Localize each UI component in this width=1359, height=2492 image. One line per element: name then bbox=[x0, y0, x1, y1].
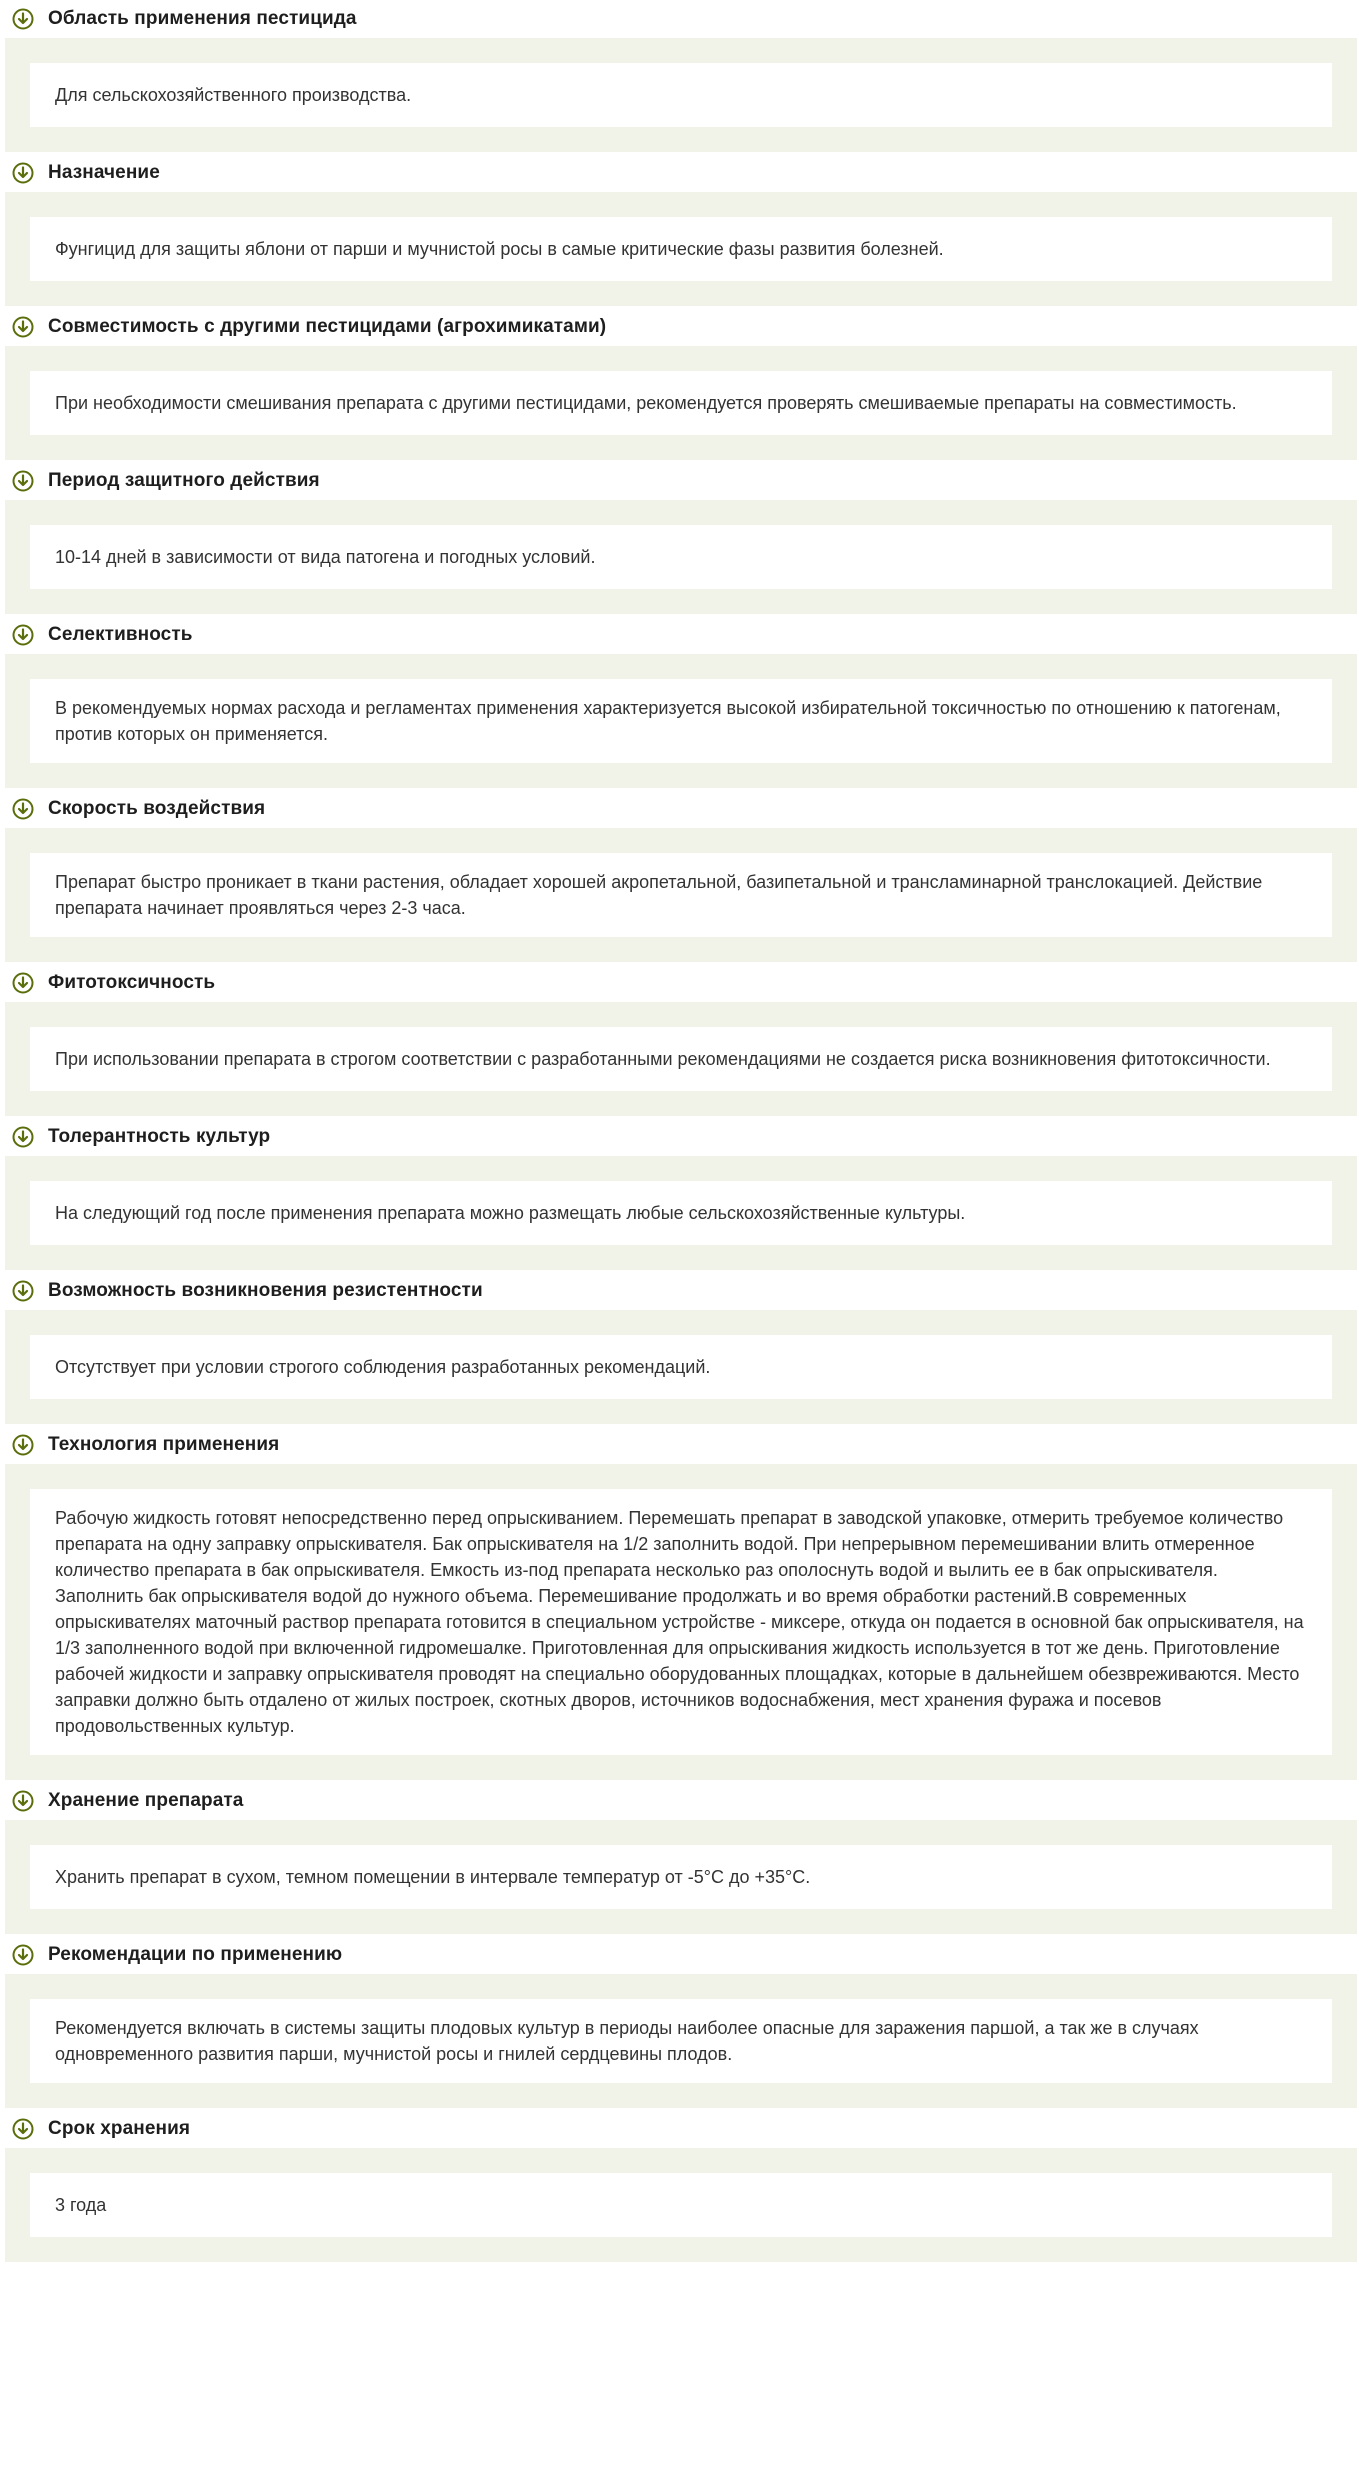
accordion-item-2 bbox=[0, 154, 1359, 306]
accordion-panel bbox=[5, 38, 1357, 152]
accordion-header[interactable] bbox=[0, 1936, 1359, 1974]
accordion-title: Совместимость с другими пестицидами (агрохимикатами) bbox=[48, 316, 607, 337]
accordion-title: Область применения пестицида bbox=[48, 8, 357, 29]
accordion-text: Препарат быстро проникает в ткани растения, обладает хорошей акропетальной, базипетальной и трансламинарной транслокацией. Действие препарата начинает проявляться через 2-3 часа. bbox=[55, 872, 1263, 918]
accordion-panel bbox=[5, 828, 1357, 962]
accordion-panel bbox=[5, 1820, 1357, 1934]
arrow-down-circle-icon bbox=[12, 316, 34, 338]
accordion-item-6 bbox=[0, 790, 1359, 962]
accordion-panel bbox=[5, 1974, 1357, 2108]
accordion-title: Срок хранения bbox=[48, 2118, 191, 2139]
accordion-panel bbox=[5, 1464, 1357, 1780]
accordion-header[interactable] bbox=[0, 1272, 1359, 1310]
accordion-header[interactable] bbox=[0, 2110, 1359, 2148]
accordion-text: Рекомендуется включать в системы защиты плодовых культур в периоды наиболее опасные для заражения паршой, а так же в случаях одновременного развития парши, мучнистой росы и гнилей сердцевины плодов. bbox=[55, 2018, 1199, 2064]
accordion-panel bbox=[5, 346, 1357, 460]
accordion-panel bbox=[5, 1002, 1357, 1116]
accordion-text: При необходимости смешивания препарата с другими пестицидами, рекомендуется проверять смешиваемые препараты на совместимость. bbox=[55, 393, 1237, 413]
arrow-down-circle-icon bbox=[12, 8, 34, 30]
accordion-panel bbox=[5, 1310, 1357, 1424]
accordion-header[interactable] bbox=[0, 1782, 1359, 1820]
accordion-item-4 bbox=[0, 462, 1359, 614]
accordion-content bbox=[30, 2173, 1332, 2237]
accordion-text: Хранить препарат в сухом, темном помещении в интервале температур от -5°С до +35°С. bbox=[55, 1867, 811, 1887]
accordion-item-8 bbox=[0, 1118, 1359, 1270]
accordion-panel bbox=[5, 192, 1357, 306]
accordion-header[interactable] bbox=[0, 964, 1359, 1002]
accordion-content bbox=[30, 1999, 1332, 2083]
accordion-content bbox=[30, 853, 1332, 937]
accordion-header[interactable] bbox=[0, 790, 1359, 828]
arrow-down-circle-icon bbox=[12, 2118, 34, 2140]
arrow-down-circle-icon bbox=[12, 1126, 34, 1148]
accordion-header[interactable] bbox=[0, 308, 1359, 346]
accordion-item-5 bbox=[0, 616, 1359, 788]
accordion-item-12 bbox=[0, 1936, 1359, 2108]
accordion-item-7 bbox=[0, 964, 1359, 1116]
accordion-text: В рекомендуемых нормах расхода и регламентах применения характеризуется высокой избирательной токсичностью по отношению к патогенам, против которых он применяется. bbox=[55, 698, 1281, 744]
accordion-text: Рабочую жидкость готовят непосредственно перед опрыскиванием. Перемешать препарат в заводской упаковке, отмерить требуемое количество препарата на одну заправку опрыскивателя. Бак опрыскивателя на 1/2 заполнить водой. При непрерывном перемешивании влить отмеренное количество препарата в бак опрыскивателя. Емкость из-под препарата несколько раз ополоснуть водой и вылить ее в бак опрыскивателя. Заполнить бак опрыскивателя водой до нужного объема. Перемешивание продолжать и во время обработки растений.В современных опрыскивателях маточный раствор препарата готовится в специальном устройстве - миксере, откуда он подается в основной бак опрыскивателя, на 1/3 заполненного водой при включенной гидромешалке. Приготовленная для опрыскивания жидкость используется в тот же день. Приготовление рабочей жидкости и заправку опрыскивателя проводят на специально оборудованных площадках, которые в дальнейшем обезвреживаются. Место заправки должно быть отдалено от жилых построек, скотных дворов, источников водоснабжения, мест хранения фуража и посевов продовольственных культур. bbox=[55, 1508, 1304, 1736]
accordion-title: Назначение bbox=[48, 162, 160, 183]
accordion-title: Технология применения bbox=[48, 1434, 280, 1455]
accordion-content bbox=[30, 63, 1332, 127]
arrow-down-circle-icon bbox=[12, 1944, 34, 1966]
accordion-item-10 bbox=[0, 1426, 1359, 1780]
accordion-title: Возможность возникновения резистентности bbox=[48, 1280, 483, 1301]
accordion-item-1 bbox=[0, 0, 1359, 152]
accordion-item-13 bbox=[0, 2110, 1359, 2262]
accordion-header[interactable] bbox=[0, 0, 1359, 38]
accordion-title: Рекомендации по применению bbox=[48, 1944, 343, 1965]
accordion-panel bbox=[5, 500, 1357, 614]
accordion-content bbox=[30, 1845, 1332, 1909]
arrow-down-circle-icon bbox=[12, 624, 34, 646]
accordion-text: На следующий год после применения препарата можно размещать любые сельскохозяйственные культуры. bbox=[55, 1203, 966, 1223]
accordion-text: 10-14 дней в зависимости от вида патогена и погодных условий. bbox=[55, 547, 596, 567]
accordion-content bbox=[30, 371, 1332, 435]
accordion-panel bbox=[5, 2148, 1357, 2262]
accordion-title: Период защитного действия bbox=[48, 470, 320, 491]
accordion-title: Селективность bbox=[48, 624, 193, 645]
accordion-title: Скорость воздействия bbox=[48, 798, 266, 819]
arrow-down-circle-icon bbox=[12, 470, 34, 492]
arrow-down-circle-icon bbox=[12, 1280, 34, 1302]
accordion-content bbox=[30, 217, 1332, 281]
accordion-header[interactable] bbox=[0, 1426, 1359, 1464]
accordion-content bbox=[30, 1335, 1332, 1399]
arrow-down-circle-icon bbox=[12, 798, 34, 820]
accordion-text: При использовании препарата в строгом соответствии с разработанными рекомендациями не создается риска возникновения фитотоксичности. bbox=[55, 1049, 1271, 1069]
accordion-text: Фунгицид для защиты яблони от парши и мучнистой росы в самые критические фазы развития болезней. bbox=[55, 239, 944, 259]
accordion-panel bbox=[5, 1156, 1357, 1270]
accordion-text: 3 года bbox=[55, 2195, 107, 2215]
accordion-header[interactable] bbox=[0, 462, 1359, 500]
arrow-down-circle-icon bbox=[12, 1790, 34, 1812]
accordion-text: Отсутствует при условии строгого соблюдения разработанных рекомендаций. bbox=[55, 1357, 711, 1377]
accordion-title: Толерантность культур bbox=[48, 1126, 271, 1147]
accordion-text: Для сельскохозяйственного производства. bbox=[55, 85, 412, 105]
accordion-content bbox=[30, 679, 1332, 763]
accordion-content bbox=[30, 525, 1332, 589]
arrow-down-circle-icon bbox=[12, 162, 34, 184]
accordion-item-3 bbox=[0, 308, 1359, 460]
accordion-panel bbox=[5, 654, 1357, 788]
arrow-down-circle-icon bbox=[12, 972, 34, 994]
accordion-content bbox=[30, 1489, 1332, 1755]
accordion-item-11 bbox=[0, 1782, 1359, 1934]
arrow-down-circle-icon bbox=[12, 1434, 34, 1456]
accordion-header[interactable] bbox=[0, 1118, 1359, 1156]
accordion-content bbox=[30, 1181, 1332, 1245]
accordion-title: Хранение препарата bbox=[48, 1790, 244, 1811]
accordion-header[interactable] bbox=[0, 154, 1359, 192]
accordion-header[interactable] bbox=[0, 616, 1359, 654]
accordion-content bbox=[30, 1027, 1332, 1091]
accordion-title: Фитотоксичность bbox=[48, 972, 216, 993]
accordion-item-9 bbox=[0, 1272, 1359, 1424]
